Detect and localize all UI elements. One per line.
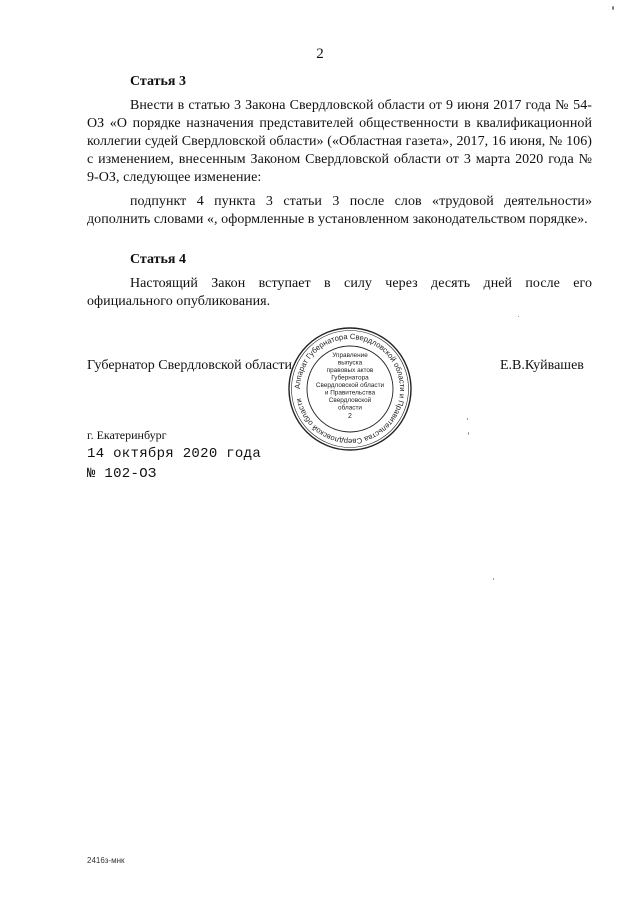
seal-line: области (338, 404, 362, 412)
scan-speck (518, 316, 519, 317)
seal-line: Губернатора (331, 374, 369, 382)
page-number: 2 (316, 46, 324, 62)
article-4-title: Статья 4 (130, 252, 186, 267)
article-3-paragraph-2: подпункт 4 пункта 3 статьи 3 после слов «трудовой деятельности» дополнить словами «, оформленные в установленном законодательством порядке». (87, 194, 592, 227)
seal-line: Управление (332, 352, 368, 359)
scan-speck (468, 432, 469, 435)
scan-speck (612, 6, 614, 10)
seal-line: и Правительства (324, 389, 376, 397)
seal-line: выпуска (337, 359, 363, 367)
article-3-title: Статья 3 (130, 74, 186, 89)
scan-speck (467, 418, 468, 420)
law-date: 14 октября 2020 года (87, 446, 262, 462)
signatory-name: Е.В.Куйвашев (500, 358, 584, 373)
signatory-position: Губернатор Свердловской области (87, 358, 292, 373)
seal-number: 2 (348, 413, 352, 420)
place-of-signing: г. Екатеринбург (87, 428, 167, 442)
article-4-paragraph-1: Настоящий Закон вступает в силу через десять дней после его официального опубликования. (87, 276, 592, 309)
seal-line: Свердловской (328, 397, 372, 404)
scan-speck (493, 578, 494, 580)
official-seal (286, 325, 414, 453)
seal-ring-text: Аппарат Губернатора Свердловской области и Правительства Свердловской области (292, 331, 408, 447)
article-3-paragraph-1: Внести в статью 3 Закона Свердловской области от 9 июня 2017 года № 54-ОЗ «О порядке назначения представителей общественности в квалификационной коллегии судей Свердловской области» («Областная газета», 2017, 16 июня, № 106) с изменением, внесенным Законом Свердловской области от 3 марта 2020 года № 9-ОЗ, следующее изменение: (87, 98, 592, 185)
document-code: 2416з-мнк (87, 856, 125, 865)
law-number: № 102-ОЗ (87, 466, 157, 482)
seal-line: правовых актов (326, 367, 374, 374)
seal-line: Свердловской области (315, 382, 385, 389)
